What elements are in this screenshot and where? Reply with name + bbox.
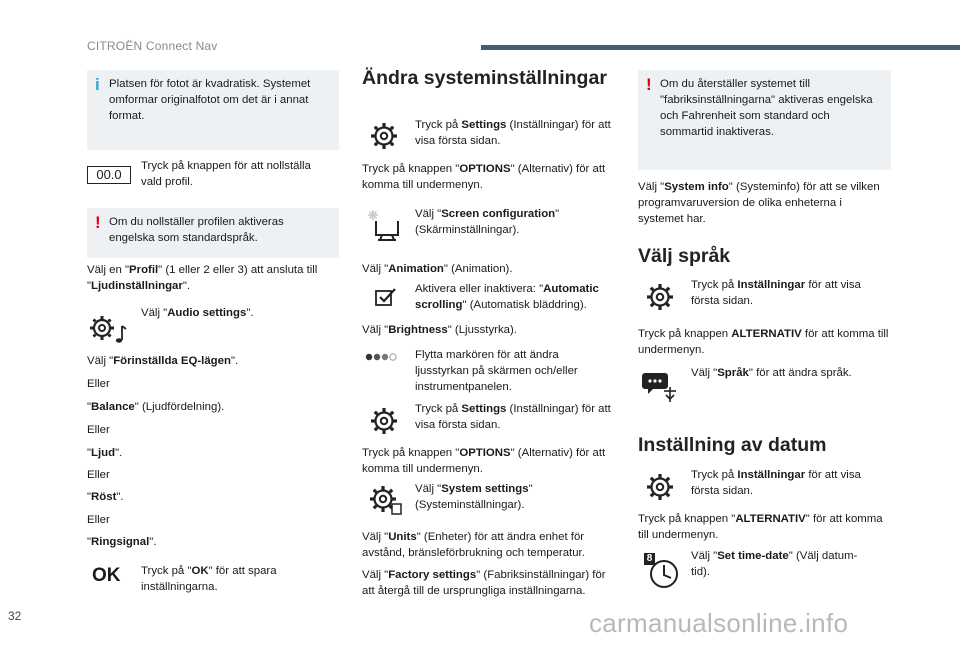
language-select-text: Välj "Språk" för att ändra språk.	[691, 367, 852, 379]
warning-icon: !	[646, 75, 652, 94]
factory-settings-text: Välj "Factory settings" (Fabriksinställningar) för att återgå till de ursprungliga inställningarna.	[362, 569, 606, 597]
system-settings-text: Välj "System settings" (Systeminställningar).	[415, 483, 533, 511]
checkbox-icon	[374, 286, 398, 308]
or-text: Eller	[87, 424, 110, 436]
language-heading: Välj språk	[638, 245, 731, 267]
page-number: 32	[8, 609, 22, 623]
system-info-text: Välj "System info" (Systeminfo) för att se vilken programvaruversion de olika enheterna i systemet har.	[638, 181, 880, 225]
system-settings-icon	[368, 484, 402, 516]
options-text: Tryck på knappen "OPTIONS" (Alternativ) för att komma till undermenyn.	[362, 447, 606, 475]
units-text: Välj "Units" (Enheter) för att ändra enhet för avstånd, bränsleförbrukning och temperatur.	[362, 531, 585, 559]
reset-text: Tryck på knappen för att nollställa vald profil.	[141, 160, 311, 188]
date-heading: Inställning av datum	[638, 434, 827, 456]
audio-settings-text: Välj "Audio settings".	[141, 307, 254, 319]
choose-profile-text: Välj en "Profil" (1 eller 2 eller 3) att ansluta till "Ljudinställningar".	[87, 264, 318, 292]
warning-note	[638, 70, 891, 170]
set-time-date-text: Välj "Set time-date" (Välj datum-tid).	[691, 550, 858, 578]
reset-counter-icon: 00.0	[87, 166, 131, 184]
info-note	[87, 70, 339, 150]
language-icon	[642, 369, 678, 403]
settings-text: Tryck på Settings (Inställningar) för att visa första sidan.	[415, 119, 611, 147]
auto-scroll-text: Aktivera eller inaktivera: "Automatic scrolling" (Automatisk bläddring).	[415, 283, 599, 311]
date-settings-text: Tryck på Inställningar för att visa första sidan.	[691, 469, 861, 497]
options-text: Tryck på knappen "OPTIONS" (Alternativ) för att komma till undermenyn.	[362, 163, 606, 191]
music-settings-icon	[88, 312, 128, 344]
settings-text: Tryck på Settings (Inställningar) för att visa första sidan.	[415, 403, 611, 431]
ringtone-text: "Ringsignal".	[87, 536, 157, 548]
gear-icon	[645, 282, 675, 312]
ok-button-icon: OK	[92, 565, 121, 586]
language-settings-text: Tryck på Inställningar för att visa första sidan.	[691, 279, 861, 307]
gear-icon	[369, 406, 399, 436]
or-text: Eller	[87, 514, 110, 526]
gear-icon	[645, 472, 675, 502]
header-accent-bar	[481, 45, 960, 50]
balance-text: "Balance" (Ljudfördelning).	[87, 401, 225, 413]
sound-text: "Ljud".	[87, 447, 123, 459]
info-note-text: Platsen för fotot är kvadratisk. Systemet omformar originalfotot om det är i annat format.	[109, 78, 311, 122]
alternativ-text: Tryck på knappen "ALTERNATIV" för att komma till undermenyn.	[638, 513, 883, 541]
warning-note-text: Om du återställer systemet till "fabriksinställningarna" aktiveras engelska och Fahrenheit som standard och sommartid inaktiveras.	[660, 78, 873, 138]
or-text: Eller	[87, 469, 110, 481]
animation-text: Välj "Animation" (Animation).	[362, 263, 513, 275]
ok-text: Tryck på "OK" för att spara inställningarna.	[141, 565, 277, 593]
screen-config-text: Välj "Screen configuration" (Skärminställningar).	[415, 208, 560, 236]
warning-note-text: Om du nollställer profilen aktiveras engelska som standardspråk.	[109, 216, 284, 244]
eq-text: Välj "Förinställda EQ-lägen".	[87, 355, 239, 367]
header-title: CITROËN Connect Nav	[87, 39, 218, 53]
info-icon: i	[95, 75, 100, 94]
screen-icon	[366, 208, 402, 242]
brightness-cursor-text: Flytta markören för att ändra ljusstyrkan på skärmen och/eller instrumentpanelen.	[415, 349, 578, 393]
warning-icon: !	[95, 213, 101, 232]
gear-icon	[369, 121, 399, 151]
brightness-dots-icon	[365, 352, 401, 362]
watermark: carmanualsonline.info	[589, 608, 849, 638]
step-badge: 8	[644, 553, 655, 565]
or-text: Eller	[87, 378, 110, 390]
voice-text: "Röst".	[87, 491, 124, 503]
warning-note	[87, 208, 339, 258]
section-heading: Ändra systeminställningar	[362, 67, 607, 89]
alternativ-text: Tryck på knappen ALTERNATIV för att komma till undermenyn.	[638, 328, 889, 356]
brightness-text: Välj "Brightness" (Ljusstyrka).	[362, 324, 517, 336]
